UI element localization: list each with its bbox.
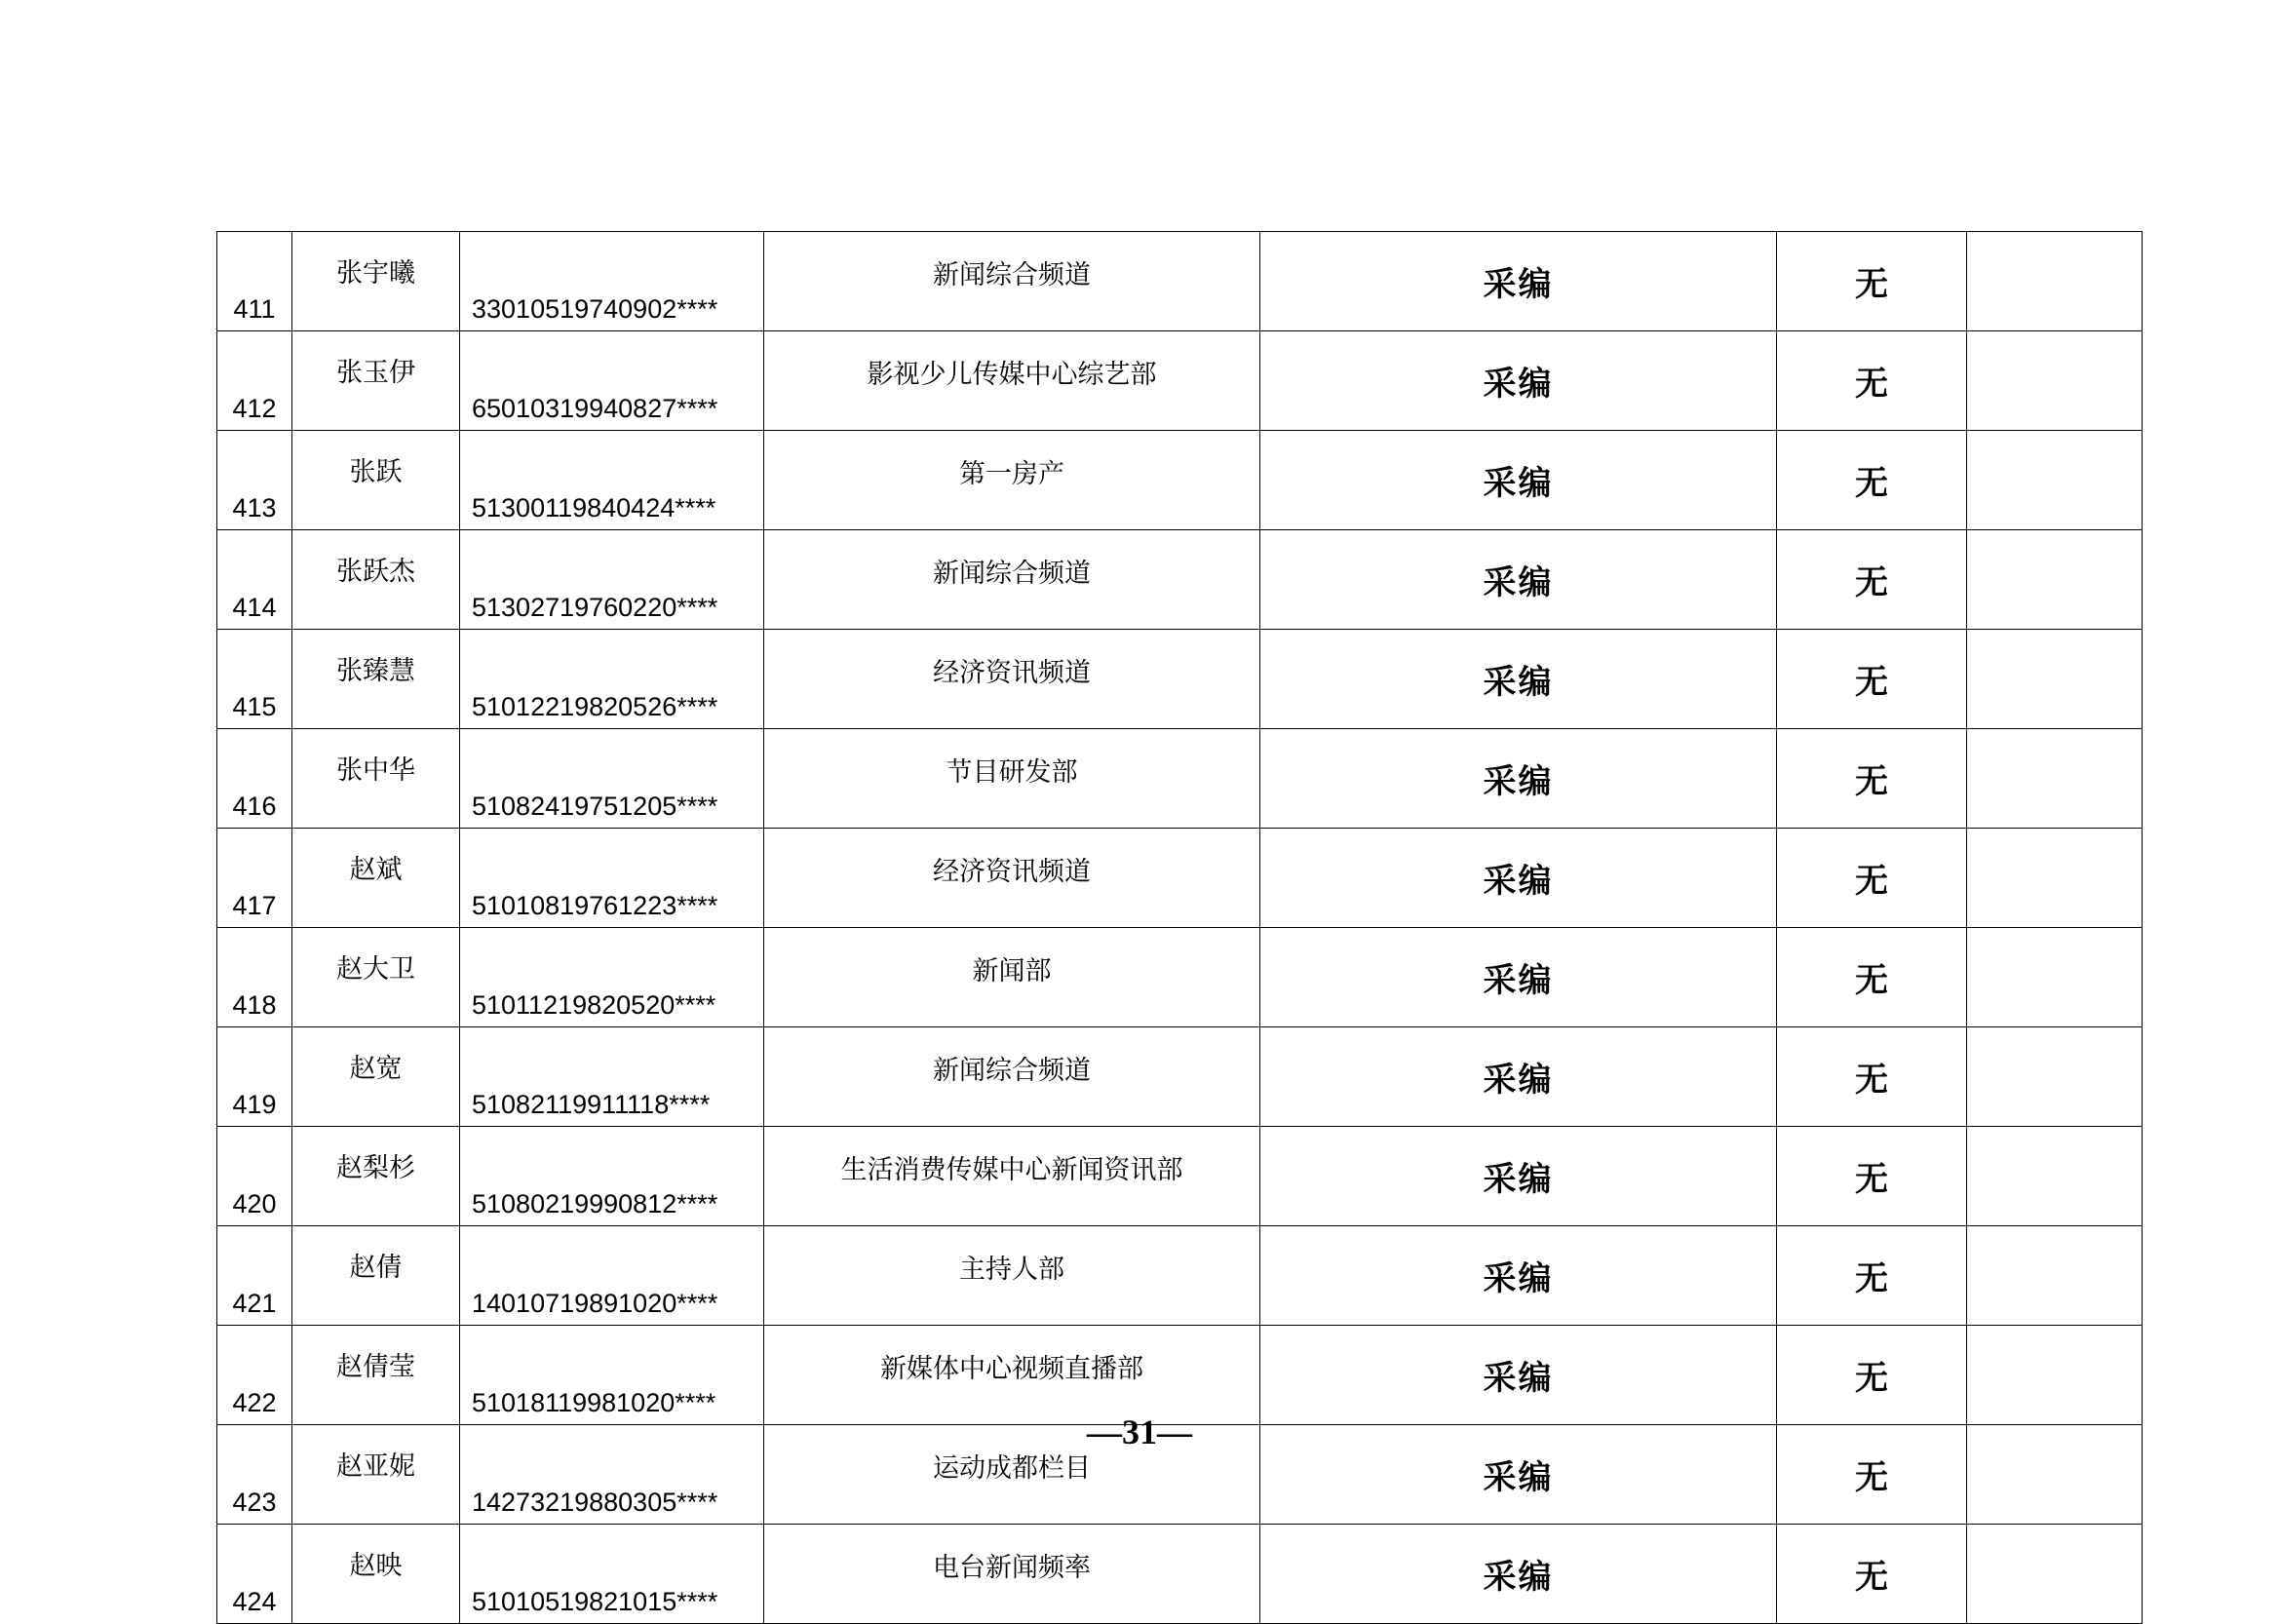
remarks-cell	[1967, 530, 2143, 630]
table-row	[217, 232, 2143, 331]
id-number-cell: 51012219820526****	[460, 630, 764, 729]
department-cell: 新闻综合频道	[764, 232, 1260, 331]
person-name-cell: 张玉伊	[292, 331, 460, 431]
remarks-cell	[1967, 232, 2143, 331]
row-number-cell: 411	[217, 232, 292, 331]
record-status-cell: 无	[1777, 1326, 1967, 1425]
record-status-cell: 无	[1777, 729, 1967, 829]
remarks-cell	[1967, 729, 2143, 829]
row-number-cell: 423	[217, 1425, 292, 1525]
id-number-cell: 14010719891020****	[460, 1226, 764, 1326]
position-type-cell: 采编	[1260, 928, 1777, 1027]
department-cell: 新闻综合频道	[764, 1027, 1260, 1127]
position-type-cell: 采编	[1260, 1027, 1777, 1127]
id-number-cell: 51011219820520****	[460, 928, 764, 1027]
table-row	[217, 431, 2143, 530]
person-name-cell: 赵大卫	[292, 928, 460, 1027]
record-status-cell: 无	[1777, 928, 1967, 1027]
record-status-cell: 无	[1777, 530, 1967, 630]
position-type-cell: 采编	[1260, 232, 1777, 331]
row-number-cell: 422	[217, 1326, 292, 1425]
record-status-cell: 无	[1777, 331, 1967, 431]
department-cell: 第一房产	[764, 431, 1260, 530]
person-name-cell: 赵亚妮	[292, 1425, 460, 1525]
row-number-cell: 417	[217, 829, 292, 928]
remarks-cell	[1967, 1127, 2143, 1226]
row-number-cell: 421	[217, 1226, 292, 1326]
id-number-cell: 33010519740902****	[460, 232, 764, 331]
id-number-cell: 51018119981020****	[460, 1326, 764, 1425]
position-type-cell: 采编	[1260, 1525, 1777, 1624]
record-status-cell: 无	[1777, 630, 1967, 729]
remarks-cell	[1967, 1226, 2143, 1326]
table-row	[217, 630, 2143, 729]
department-cell: 节目研发部	[764, 729, 1260, 829]
row-number-cell: 419	[217, 1027, 292, 1127]
remarks-cell	[1967, 331, 2143, 431]
table-row	[217, 729, 2143, 829]
position-type-cell: 采编	[1260, 1326, 1777, 1425]
department-cell: 电台新闻频率	[764, 1525, 1260, 1624]
position-type-cell: 采编	[1260, 1425, 1777, 1525]
department-cell: 生活消费传媒中心新闻资讯部	[764, 1127, 1260, 1226]
row-number-cell: 424	[217, 1525, 292, 1624]
record-status-cell: 无	[1777, 829, 1967, 928]
table-row	[217, 530, 2143, 630]
id-number-cell: 14273219880305****	[460, 1425, 764, 1525]
record-status-cell: 无	[1777, 1425, 1967, 1525]
id-number-cell: 51080219990812****	[460, 1127, 764, 1226]
remarks-cell	[1967, 431, 2143, 530]
person-name-cell: 张宇曦	[292, 232, 460, 331]
table-row	[217, 1127, 2143, 1226]
remarks-cell	[1967, 928, 2143, 1027]
position-type-cell: 采编	[1260, 431, 1777, 530]
row-number-cell: 416	[217, 729, 292, 829]
id-number-cell: 51300119840424****	[460, 431, 764, 530]
department-cell: 经济资讯频道	[764, 630, 1260, 729]
position-type-cell: 采编	[1260, 829, 1777, 928]
person-name-cell: 赵倩	[292, 1226, 460, 1326]
id-number-cell: 51010519821015****	[460, 1525, 764, 1624]
department-cell: 新闻综合频道	[764, 530, 1260, 630]
record-status-cell: 无	[1777, 1027, 1967, 1127]
department-cell: 经济资讯频道	[764, 829, 1260, 928]
position-type-cell: 采编	[1260, 1127, 1777, 1226]
row-number-cell: 412	[217, 331, 292, 431]
table-row	[217, 1326, 2143, 1425]
record-status-cell: 无	[1777, 1525, 1967, 1624]
remarks-cell	[1967, 630, 2143, 729]
remarks-cell	[1967, 1027, 2143, 1127]
row-number-cell: 413	[217, 431, 292, 530]
person-name-cell: 赵斌	[292, 829, 460, 928]
position-type-cell: 采编	[1260, 630, 1777, 729]
department-cell: 新媒体中心视频直播部	[764, 1326, 1260, 1425]
department-cell: 影视少儿传媒中心综艺部	[764, 331, 1260, 431]
record-status-cell: 无	[1777, 1226, 1967, 1326]
department-cell: 运动成都栏目	[764, 1425, 1260, 1525]
position-type-cell: 采编	[1260, 530, 1777, 630]
person-name-cell: 赵宽	[292, 1027, 460, 1127]
table-row	[217, 928, 2143, 1027]
id-number-cell: 51010819761223****	[460, 829, 764, 928]
record-status-cell: 无	[1777, 431, 1967, 530]
row-number-cell: 414	[217, 530, 292, 630]
table-row	[217, 1027, 2143, 1127]
person-name-cell: 赵倩莹	[292, 1326, 460, 1425]
id-number-cell: 51082119911118****	[460, 1027, 764, 1127]
person-name-cell: 张中华	[292, 729, 460, 829]
position-type-cell: 采编	[1260, 1226, 1777, 1326]
table-row	[217, 1226, 2143, 1326]
person-name-cell: 张跃	[292, 431, 460, 530]
id-number-cell: 65010319940827****	[460, 331, 764, 431]
position-type-cell: 采编	[1260, 331, 1777, 431]
row-number-cell: 418	[217, 928, 292, 1027]
remarks-cell	[1967, 829, 2143, 928]
id-number-cell: 51302719760220****	[460, 530, 764, 630]
table-row	[217, 1525, 2143, 1624]
person-name-cell: 赵映	[292, 1525, 460, 1624]
record-status-cell: 无	[1777, 1127, 1967, 1226]
remarks-cell	[1967, 1525, 2143, 1624]
remarks-cell	[1967, 1326, 2143, 1425]
table-row	[217, 331, 2143, 431]
department-cell: 新闻部	[764, 928, 1260, 1027]
row-number-cell: 415	[217, 630, 292, 729]
id-number-cell: 51082419751205****	[460, 729, 764, 829]
person-name-cell: 赵梨杉	[292, 1127, 460, 1226]
row-number-cell: 420	[217, 1127, 292, 1226]
person-name-cell: 张臻慧	[292, 630, 460, 729]
record-status-cell: 无	[1777, 232, 1967, 331]
position-type-cell: 采编	[1260, 729, 1777, 829]
person-name-cell: 张跃杰	[292, 530, 460, 630]
department-cell: 主持人部	[764, 1226, 1260, 1326]
table-row	[217, 829, 2143, 928]
page-number: —31—	[1087, 1412, 1192, 1451]
